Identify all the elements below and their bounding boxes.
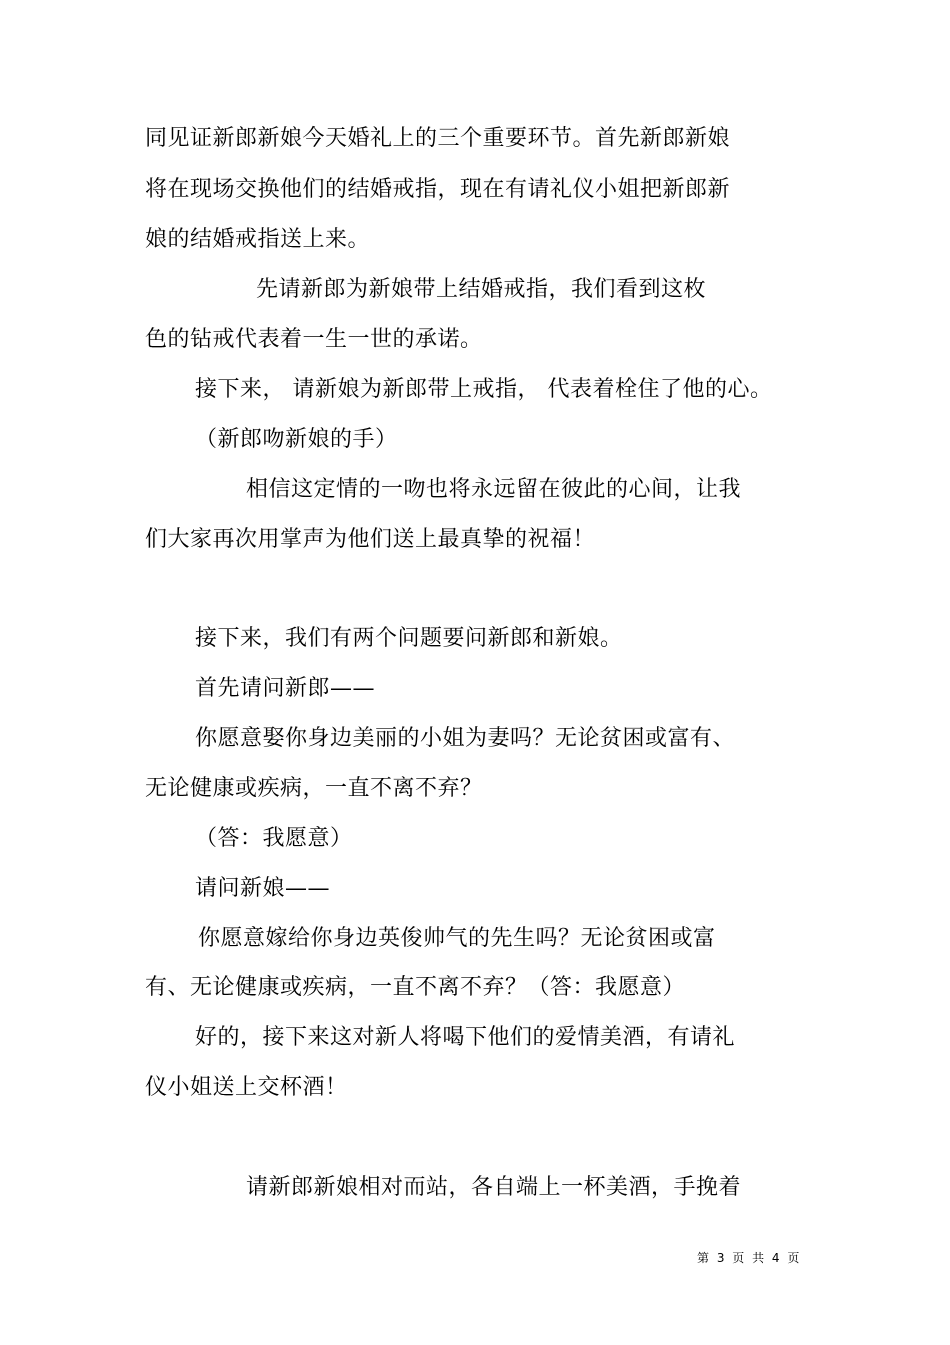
text-line: 接下来，我们有两个问题要问新郎和新娘。 — [195, 626, 623, 651]
text-line: 好的，接下来这对新人将喝下他们的爱情美酒，有请礼 — [195, 1025, 736, 1050]
text-line: 接下来， 请新娘为新郎带上戒指， 代表着栓住了他的心。 — [195, 377, 773, 402]
text-line: （新郎吻新娘的手） — [195, 427, 398, 452]
text-line: 你愿意娶你身边美丽的小姐为妻吗？无论贫困或富有、 — [195, 726, 736, 751]
text-line: 首先请问新郎—— — [195, 676, 376, 701]
text-line: 娘的结婚戒指送上来。 — [145, 227, 371, 252]
text-line: 无论健康或疾病，一直不离不弃？ — [145, 776, 483, 801]
text-line: 你愿意嫁给你身边英俊帅气的先生吗？无论贫困或富 — [198, 926, 716, 951]
text-line: 请问新娘—— — [195, 876, 331, 901]
page-number-footer: 第 3 页 共 4 页 — [697, 1251, 802, 1265]
text-line: 请新郎新娘相对而站，各自端上一杯美酒，手挽着 — [246, 1175, 742, 1200]
text-line: （答：我愿意） — [195, 826, 353, 851]
text-line: 同见证新郎新娘今天婚礼上的三个重要环节。首先新郎新娘 — [145, 126, 731, 151]
text-line: 先请新郎为新娘带上结婚戒指，我们看到这枚 — [256, 277, 707, 302]
text-line: 将在现场交换他们的结婚戒指，现在有请礼仪小姐把新郎新 — [145, 177, 731, 202]
text-line: 相信这定情的一吻也将永远留在彼此的心间，让我 — [246, 477, 742, 502]
text-line: 色的钻戒代表着一生一世的承诺。 — [145, 327, 483, 352]
text-line: 仪小姐送上交杯酒！ — [145, 1075, 348, 1100]
text-line: 有、无论健康或疾病，一直不离不弃？（答：我愿意） — [145, 975, 686, 1000]
text-line: 们大家再次用掌声为他们送上最真挚的祝福！ — [145, 527, 596, 552]
